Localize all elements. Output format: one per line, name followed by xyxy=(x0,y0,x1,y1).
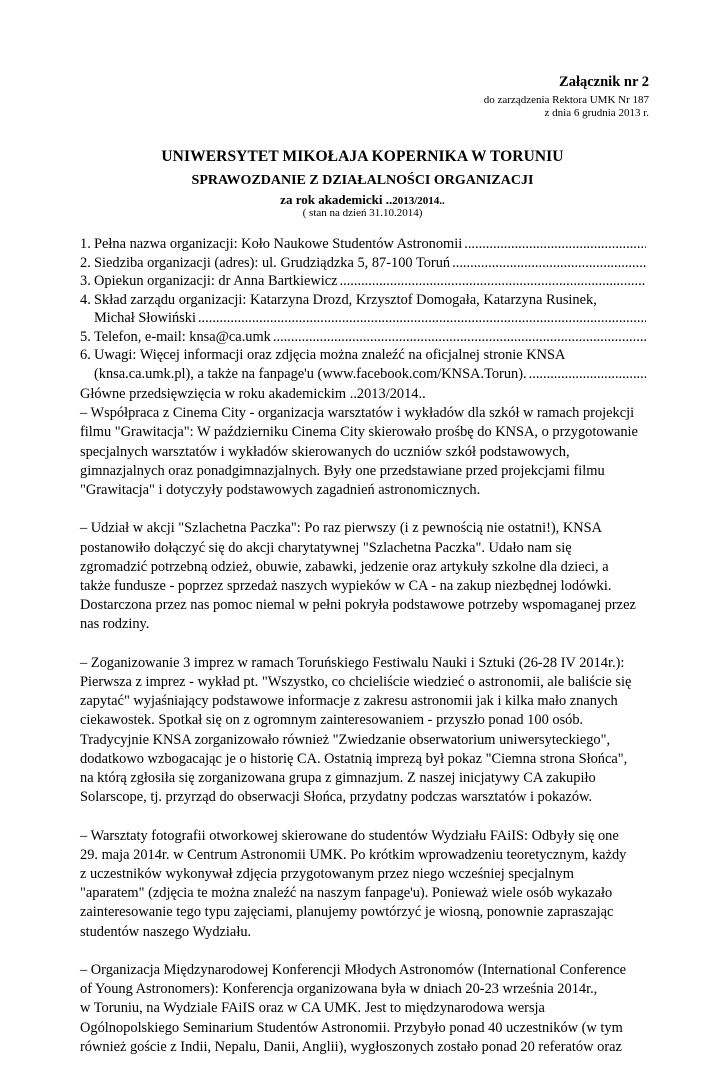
info-item-number: 5. xyxy=(80,328,91,345)
info-item-number: 3. xyxy=(80,273,91,289)
annex-title: Załącznik nr 2 xyxy=(559,74,649,90)
info-item-text: Uwagi: Więcej informacji oraz zdjęcia można znaleźć na oficjalnej stronie KNSA xyxy=(94,347,566,363)
report-title: SPRAWOZDANIE Z DZIAŁALNOŚCI ORGANIZACJI xyxy=(191,173,534,188)
info-item-number: 2. xyxy=(80,254,91,271)
text-line: – Organizacja Międzynarodowej Konferencji Młodych Astronomów (International Conference xyxy=(80,962,626,979)
text-line: Dostarczona przez nas pomoc niemal w pełni pokryła podstawowe potrzeby wspomaganej przez xyxy=(80,597,636,614)
info-item-number: 4. xyxy=(80,291,91,308)
text-line: Solarscope, tj. przyrząd do obserwacji Słońca, przydatny podczas warsztatów i pokazów. xyxy=(80,789,593,806)
info-item-text: Telefon, e-mail: knsa@ca.umk xyxy=(94,328,271,345)
info-item-text: Skład zarządu organizacji: Katarzyna Drozd, Krzysztof Domogała, Katarzyna Rusinek, xyxy=(94,291,597,308)
text-line: – Zoganizowanie 3 imprez w ramach Toruńskiego Festiwalu Nauki i Sztuki (26-28 IV 2014r.): xyxy=(80,654,625,671)
text-line: – Współpraca z Cinema City - organizacja warsztatów i wykładów dla szkół w ramach projekcji xyxy=(80,405,635,422)
info-item-contact xyxy=(80,328,646,347)
university-name: UNIWERSYTET MIKOŁAJA KOPERNIKA W TORUNIU xyxy=(161,148,564,165)
text-line: nas rodziny. xyxy=(80,616,150,633)
dotted-leader xyxy=(452,254,646,273)
academic-year-prefix: za rok akademicki .. xyxy=(280,192,393,207)
text-line: zainteresowanie tego typu zajęciami, planujemy powtórzyć je wiosną, ponownie zapraszając xyxy=(80,904,614,921)
info-item-name xyxy=(80,235,646,254)
status-as-of-date: ( stan na dzień 31.10.2014) xyxy=(302,207,423,219)
text-line: także fundusze - poprzez sprzedaż naszych wypieków w CA - na zakup niezbędnej lodówki. xyxy=(80,578,612,595)
annex-regulation-line: do zarządzenia Rektora UMK Nr 187 xyxy=(483,94,649,106)
info-item-text: Opiekun organizacji: dr Anna Bartkiewicz xyxy=(94,273,338,289)
activity-paragraph-science-festival xyxy=(80,654,646,808)
text-line: specjalnych warsztatów i wykładów skierowanych do uczniów szkół podstawowych, xyxy=(80,443,570,460)
text-line: Pierwsza z imprez - wykład pt. "Wszystko, co chcieliście wiedzieć o astronomii, ale baliście się xyxy=(80,674,632,691)
dotted-leader xyxy=(273,328,646,347)
info-item-board xyxy=(80,291,646,328)
info-item-text: Pełna nazwa organizacji: Koło Naukowe Studentów Astronomii xyxy=(94,236,463,252)
activities-intro: Główne przedsięwzięcia w roku akademickim ..2013/2014.. xyxy=(80,386,426,402)
text-line: również goście z Indii, Nepalu, Danii, Anglii), wygłoszonych zostało ponad 20 referatów oraz xyxy=(80,1038,622,1055)
text-line: na którą zgłosiła się zorganizowana grupa z gimnazjum. Z naszej inicjatywy CA zakupiło xyxy=(80,770,596,787)
dotted-leader xyxy=(198,309,646,328)
text-line: zgromadzić potrzebną odzież, obuwie, zabawki, jedzenie oraz artykuły szkolne dla dzieci, a xyxy=(80,558,609,575)
text-line: – Udział w akcji "Szlachetna Paczka": Po raz pierwszy (i z pewnością nie ostatni!), KNSA xyxy=(80,520,603,537)
academic-year-line xyxy=(0,192,725,208)
info-item-text: Siedziba organizacji (adres): ul. Grudziądzka 5, 87-100 Toruń xyxy=(94,254,451,271)
activity-paragraph-cinema-city xyxy=(80,404,646,500)
annex-date-line: z dnia 6 grudnia 2013 r. xyxy=(544,107,649,119)
text-line: – Warsztaty fotografii otworkowej skierowane do studentów Wydziału FAiIS: Odbyły się one xyxy=(80,827,619,844)
info-item-supervisor xyxy=(80,272,646,291)
text-line: studentów naszego Wydziału. xyxy=(80,923,252,940)
activity-paragraph-szlachetna-paczka xyxy=(80,519,646,634)
text-line: z uczestników wykonywał zdjęcia przygotowanym przez niego wcześniej specjalnym xyxy=(80,866,574,883)
academic-year-value: 2013/2014.. xyxy=(392,195,445,207)
text-line: gimnazjalnych oraz ponadgimnazjalnych. Były one przedstawiane przed projekcjami filmu xyxy=(80,462,605,479)
text-line: zapytać" wyjaśniający podstawowe informacje z zakresu astronomii jak i kilka mało znanych xyxy=(80,693,618,710)
activities-section xyxy=(80,385,646,1076)
organization-info-list xyxy=(80,235,646,383)
text-line: Ogólnopolskiego Seminarium Studentów Astronomii. Przybyło ponad 40 uczestników (w tym xyxy=(80,1019,623,1036)
info-item-notes xyxy=(80,346,646,383)
text-line: filmu "Grawitacja": W październiku Cinema City skierowało prośbę do KNSA, o przygotowanie xyxy=(80,424,638,441)
text-line: "Grawitacja" i dotyczyły podstawowych zagadnień astronomicznych. xyxy=(80,482,481,499)
activity-paragraph-pinhole-workshop xyxy=(80,827,646,942)
text-line: "aparatem" (zdjęcia te można znaleźć na naszym fanpage'u). Ponieważ wiele osób wykazało xyxy=(80,885,613,902)
dotted-leader xyxy=(340,272,647,291)
text-line: ciekawostek. Spotkał się on z ogromnym zainteresowaniem - przyszło ponad 100 osób. xyxy=(80,712,584,729)
text-line: of Young Astronomers): Konferencja organizowana była w dniach 20-23 września 2014r., xyxy=(80,981,598,998)
info-item-text: (knsa.ca.umk.pl), a także na fanpage'u (www.facebook.com/KNSA.Torun). xyxy=(94,365,527,382)
info-item-number: 6. xyxy=(80,347,91,363)
text-line: 29. maja 2014r. w Centrum Astronomii UMK. Po krótkim wprowadzeniu teoretycznym, każdy xyxy=(80,846,627,863)
dotted-leader xyxy=(464,235,646,254)
text-line: dodatkowo wzbogacając je o historię CA. Ostatnią imprezą był pokaz "Ciemna strona Słońca", xyxy=(80,750,628,767)
text-line: postanowiło dołączyć się do akcji charytatywnej "Szlachetna Paczka". Udało nam się xyxy=(80,539,572,556)
info-item-address xyxy=(80,254,646,273)
info-item-number: 1. xyxy=(80,236,91,252)
text-line: Tradycyjnie KNSA zorganizowało również "Zwiedzanie obserwatorium uniwersyteckiego", xyxy=(80,731,611,748)
activity-paragraph-conference xyxy=(80,961,646,1057)
dotted-leader xyxy=(529,365,646,384)
text-line: w Toruniu, na Wydziale FAiIS oraz w CA UMK. Jest to międzynarodowa wersja xyxy=(80,1000,545,1017)
info-item-text: Michał Słowiński xyxy=(94,310,196,326)
